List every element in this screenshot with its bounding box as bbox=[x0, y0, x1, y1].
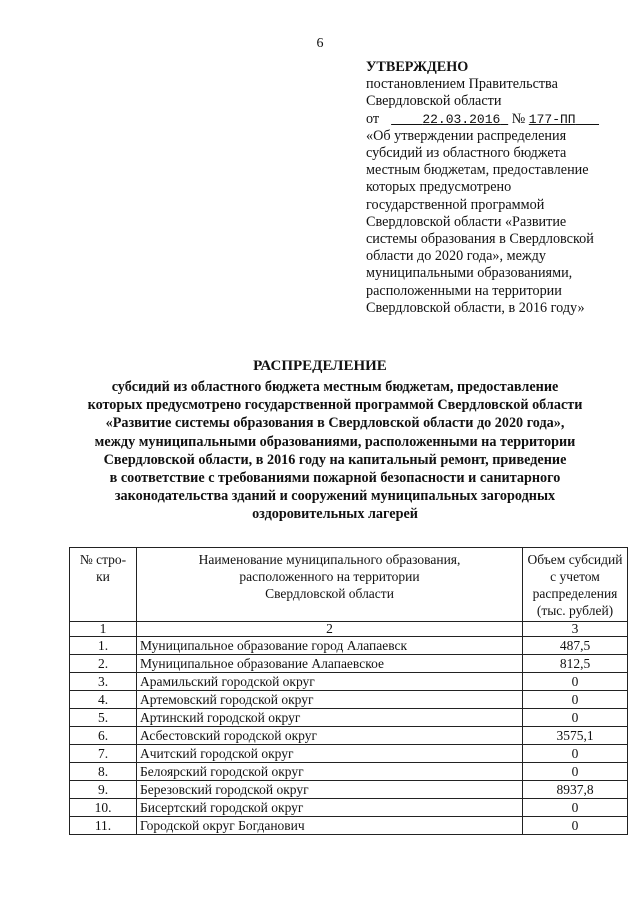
row-number: 3. bbox=[70, 673, 137, 691]
approval-title-line: Свердловской области «Развитие bbox=[366, 213, 567, 230]
number-prefix: № bbox=[511, 110, 526, 127]
table-row bbox=[70, 655, 628, 673]
row-number: 7. bbox=[70, 745, 137, 763]
table-row bbox=[70, 745, 628, 763]
row-number: 4. bbox=[70, 691, 137, 709]
subsidy-value: 0 bbox=[523, 709, 628, 727]
approval-title bbox=[366, 128, 628, 317]
subsidy-value: 812,5 bbox=[523, 655, 628, 673]
subsidy-value: 0 bbox=[523, 673, 628, 691]
subtitle-line: субсидий из областного бюджета местным бюджетам, предоставление bbox=[111, 379, 559, 395]
municipality-name: Березовский городской округ bbox=[137, 781, 523, 799]
column-numbers-row bbox=[70, 622, 628, 637]
municipality-name: Муниципальное образование город Алапаевск bbox=[137, 637, 523, 655]
municipality-name: Артемовский городской округ bbox=[137, 691, 523, 709]
subtitle-line: Свердловской области, в 2016 году на капитальный ремонт, приведение bbox=[103, 451, 567, 468]
column-number: 2 bbox=[137, 622, 523, 637]
table-row bbox=[70, 637, 628, 655]
row-number: 9. bbox=[70, 781, 137, 799]
row-number: 6. bbox=[70, 727, 137, 745]
approval-heading: УТВЕРЖДЕНО bbox=[366, 59, 469, 75]
subsidy-value: 0 bbox=[523, 763, 628, 781]
approval-number: 177-ПП bbox=[528, 111, 576, 127]
header-line: Свердловской области bbox=[265, 586, 394, 601]
row-number: 5. bbox=[70, 709, 137, 727]
document-title: РАСПРЕДЕЛЕНИЕ bbox=[253, 358, 387, 374]
municipality-name: Арамильский городской округ bbox=[137, 673, 523, 691]
approval-title-line: муниципальными образованиями, bbox=[366, 265, 573, 282]
municipality-name: Артинский городской округ bbox=[137, 709, 523, 727]
table-row bbox=[70, 817, 628, 835]
header-line: (тыс. рублей) bbox=[536, 603, 614, 618]
table-header-row bbox=[70, 548, 628, 622]
approval-block bbox=[366, 59, 628, 317]
table-row bbox=[70, 709, 628, 727]
date-prefix: от bbox=[366, 110, 380, 127]
header-subsidy-amount bbox=[523, 548, 628, 622]
subsidies-table bbox=[69, 547, 628, 835]
subtitle-line: оздоровительных лагерей bbox=[252, 506, 418, 523]
subtitle-line: в соответствие с требованиями пожарной безопасности и санитарного bbox=[109, 470, 561, 487]
subsidy-value: 0 bbox=[523, 691, 628, 709]
municipality-name: Муниципальное образование Алапаевское bbox=[137, 655, 523, 673]
table-row bbox=[70, 691, 628, 709]
approval-line-1: постановлением Правительства bbox=[366, 76, 558, 93]
municipality-name: Городской округ Богданович bbox=[137, 817, 523, 835]
header-line: Объем субсидий bbox=[527, 552, 623, 567]
table-row bbox=[70, 673, 628, 691]
approval-title-line: «Об утверждении распределения bbox=[366, 127, 567, 144]
approval-title-line: субсидий из областного бюджета bbox=[366, 145, 567, 162]
subsidy-value: 487,5 bbox=[523, 637, 628, 655]
table-row bbox=[70, 727, 628, 745]
approval-date: 22.03.2016 bbox=[422, 111, 501, 127]
row-number: 8. bbox=[70, 763, 137, 781]
municipality-name: Ачитский городской округ bbox=[137, 745, 523, 763]
header-row-number bbox=[70, 548, 137, 622]
subsidy-value: 0 bbox=[523, 799, 628, 817]
document-subtitle bbox=[40, 378, 630, 524]
municipality-name: Бисертский городской округ bbox=[137, 799, 523, 817]
subsidy-value: 0 bbox=[523, 745, 628, 763]
approval-title-line: системы образования в Свердловской bbox=[366, 231, 594, 248]
approval-line-2: Свердловской области bbox=[366, 93, 502, 110]
table-row bbox=[70, 799, 628, 817]
subtitle-line: между муниципальными образованиями, расположенными на территории bbox=[94, 433, 576, 450]
table-row bbox=[70, 763, 628, 781]
row-number: 2. bbox=[70, 655, 137, 673]
approval-title-line: расположенными на территории bbox=[366, 282, 562, 299]
approval-date-line bbox=[366, 111, 628, 128]
subtitle-line: законодательства зданий и сооружений муниципальных загородных bbox=[114, 488, 556, 505]
approval-title-line: Свердловской области, в 2016 году» bbox=[366, 299, 585, 316]
header-line: Наименование муниципального образования, bbox=[198, 552, 461, 567]
approval-title-line: местным бюджетам, предоставление bbox=[366, 162, 589, 179]
column-number: 3 bbox=[523, 622, 628, 637]
column-number: 1 bbox=[70, 622, 137, 637]
municipality-name: Асбестовский городской округ bbox=[137, 727, 523, 745]
header-line: с учетом bbox=[550, 569, 600, 584]
subtitle-line: которых предусмотрено государственной программой Свердловской области bbox=[87, 397, 583, 414]
municipality-name: Белоярский городской округ bbox=[137, 763, 523, 781]
header-line: распределения bbox=[532, 586, 618, 601]
row-number: 1. bbox=[70, 637, 137, 655]
approval-title-line: которых предусмотрено bbox=[366, 179, 512, 196]
approval-title-line: области до 2020 года», между bbox=[366, 248, 546, 265]
subsidy-value: 0 bbox=[523, 817, 628, 835]
row-number: 11. bbox=[70, 817, 137, 835]
subtitle-line: «Развитие системы образования в Свердловской области до 2020 года», bbox=[105, 415, 565, 432]
table-row bbox=[70, 781, 628, 799]
subsidy-value: 8937,8 bbox=[523, 781, 628, 799]
header-line: расположенного на территории bbox=[239, 569, 420, 584]
page-number: 6 bbox=[316, 36, 324, 51]
header-municipality-name bbox=[137, 548, 523, 622]
header-line: № стро- bbox=[79, 552, 127, 567]
header-line: ки bbox=[96, 569, 110, 584]
approval-title-line: государственной программой bbox=[366, 196, 545, 213]
subsidy-value: 3575,1 bbox=[523, 727, 628, 745]
row-number: 10. bbox=[70, 799, 137, 817]
